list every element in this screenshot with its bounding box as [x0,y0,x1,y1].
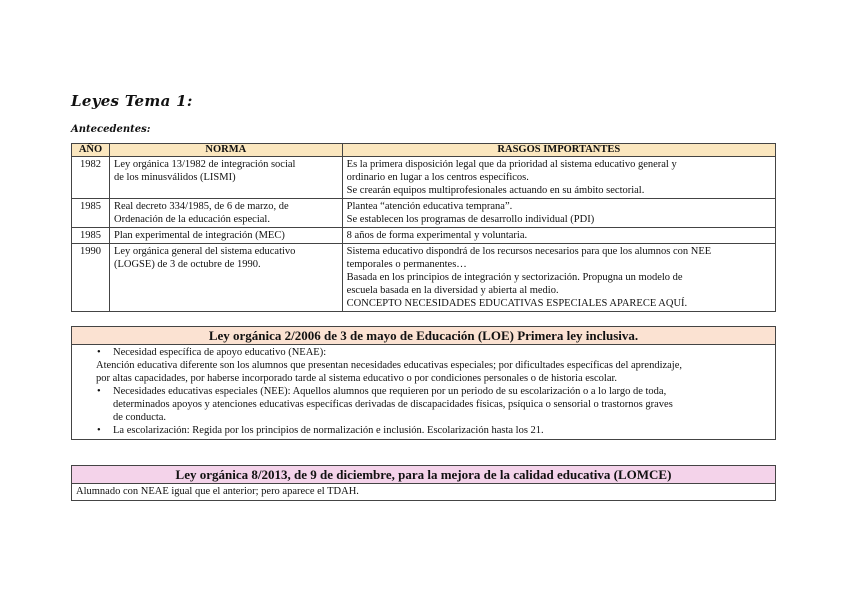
rasgos-line: Se establecen los programas de desarrollo individual (PDI) [346,214,595,225]
row-year: 1990 [72,244,110,312]
table-row [72,228,776,244]
rasgos-line: temporales o permanentes… [346,259,467,270]
table-row [72,199,776,228]
header-norma: NORMA [109,144,342,157]
paragraph-line: Atención educativa diferente son los alumnos que presentan necesidades educativas especiales; por dificultades específicas del aprendizaje, [96,360,683,371]
rasgos-line: Es la primera disposición legal que da prioridad al sistema educativo general y [346,159,677,170]
rasgos-line: Plantea “atención educativa temprana”. [346,201,513,212]
list-item-text: determinados apoyos y atenciones educativas específicas derivadas de discapacidades físicas, psíquica o sensorial o trastornos graves [113,399,673,410]
row-norma [109,228,342,244]
list-item-text: La escolarización: Regida por los principios de normalización e inclusión. Escolarización hasta los 21. [113,425,544,436]
row-year: 1985 [72,199,110,228]
row-norma [109,244,342,312]
antecedentes-table [71,143,776,312]
loe-section [71,326,776,440]
list-item [76,424,771,437]
list-item-text: Necesidad específica de apoyo educativo (NEAE): [113,347,327,358]
list-item [76,346,771,359]
row-rasgos [342,157,775,199]
rasgos-line: escuela basada en la diversidad y abierta al medio. [346,285,559,296]
rasgos-line: ordinario en lugar a los centros específicos. [346,172,529,183]
header-year: AÑO [72,144,110,157]
rasgos-line: CONCEPTO NECESIDADES EDUCATIVAS ESPECIALES APARECE AQUÍ. [346,298,688,309]
table-header-row [72,144,776,157]
loe-paragraph [76,359,771,385]
bullet-icon: • [97,347,101,358]
list-item-text: Necesidades educativas especiales (NEE): Aquellos alumnos que requieren por un periodo de su escolarización o a lo largo de toda, [113,386,667,397]
row-norma [109,199,342,228]
rasgos-line: Se crearán equipos multiprofesionales actuando en su ámbito sectorial. [346,185,645,196]
lomce-body: Alumnado con NEAE igual que el anterior; pero aparece el TDAH. [76,486,359,497]
row-rasgos [342,228,775,244]
loe-title: Ley orgánica 2/2006 de 3 de mayo de Educación (LOE) Primera ley inclusiva. [72,327,775,345]
table-row [72,244,776,312]
bullet-icon: • [97,386,101,397]
norma-line: Real decreto 334/1985, de 6 de marzo, de [113,201,289,212]
norma-line: Ley orgánica general del sistema educativo [113,246,296,257]
list-item-text: de conducta. [113,412,167,423]
row-rasgos [342,199,775,228]
norma-line: Plan experimental de integración (MEC) [113,230,285,241]
bullet-icon: • [97,425,101,436]
norma-line: Ordenación de la educación especial. [113,214,270,225]
page-title: Leyes Tema 1: [71,92,193,110]
row-year: 1982 [72,157,110,199]
header-rasgos: RASGOS IMPORTANTES [342,144,775,157]
rasgos-line: Sistema educativo dispondrá de los recursos necesarios para que los alumnos con NEE [346,246,712,257]
lomce-title: Ley orgánica 8/2013, de 9 de diciembre, para la mejora de la calidad educativa (LOMCE) [72,466,775,484]
norma-line: (LOGSE) de 3 de octubre de 1990. [113,259,261,270]
loe-body [72,345,775,439]
norma-line: Ley orgánica 13/1982 de integración social [113,159,296,170]
section-subtitle: Antecedentes: [71,124,151,135]
rasgos-line: 8 años de forma experimental y voluntaria. [346,230,528,241]
paragraph-line: por altas capacidades, por haberse incorporado tarde al sistema educativo o por condiciones personales o de historia escolar. [96,373,618,384]
row-rasgos [342,244,775,312]
row-year: 1985 [72,228,110,244]
norma-line: de los minusválidos (LISMI) [113,172,236,183]
rasgos-line: Basada en los principios de integración y sectorización. Propugna un modelo de [346,272,683,283]
row-norma [109,157,342,199]
list-item [76,385,771,424]
lomce-section [71,465,776,501]
table-row [72,157,776,199]
